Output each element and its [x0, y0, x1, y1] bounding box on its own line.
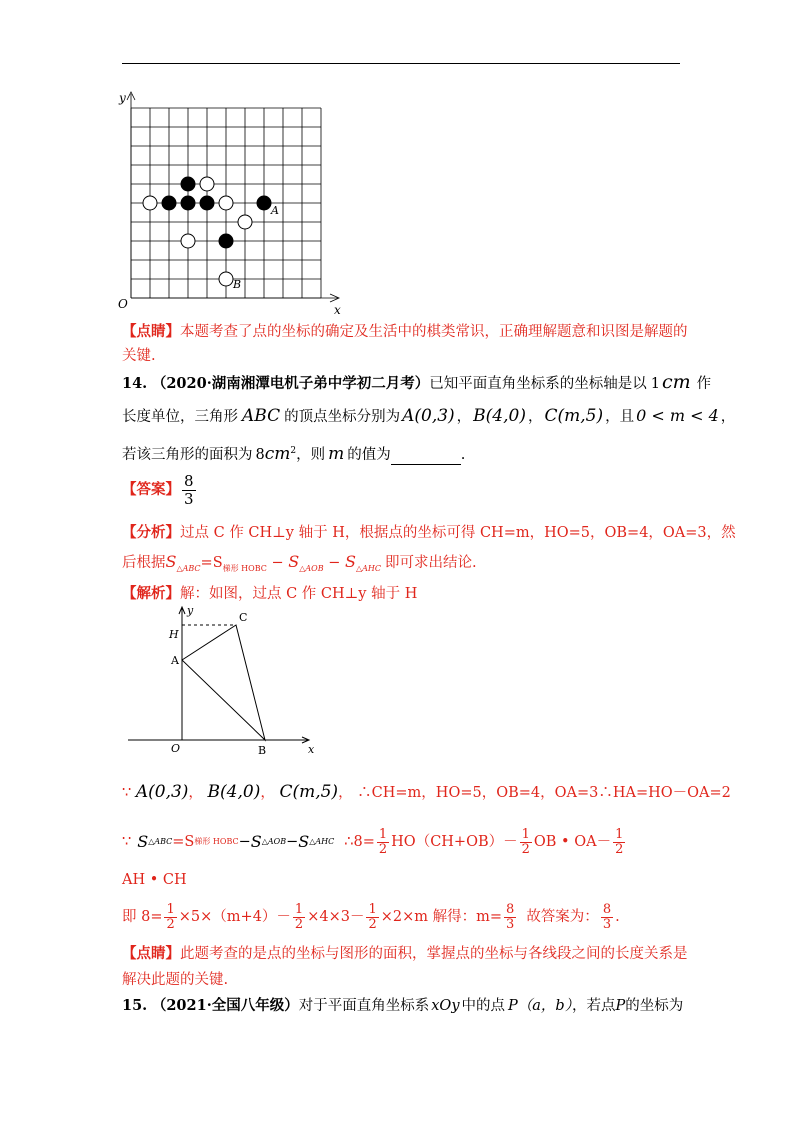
white-stone — [200, 177, 214, 191]
black-stone — [257, 196, 271, 210]
q14-sep2: ， — [527, 409, 543, 425]
analysis-line2-end: 即可求出结论. — [384, 555, 477, 571]
sol-line4-prefix: 即 8= — [122, 909, 163, 925]
sub-trap: 梯形 HOBC — [194, 837, 239, 846]
white-stone — [181, 234, 195, 248]
s-symbol: S — [165, 552, 177, 571]
analysis-tag: 【分析】 — [122, 524, 180, 541]
half-den: 2 — [294, 916, 304, 932]
q14-line2 — [122, 406, 735, 427]
black-stone — [181, 177, 195, 191]
half-den: 2 — [378, 841, 388, 857]
sub-aob: △AOB — [299, 564, 324, 573]
dianjing-tag: 【点睛】 — [122, 323, 180, 340]
q14-tri-name: ABC — [242, 406, 281, 426]
sol-eq: =S — [172, 834, 195, 850]
q14-dianjing — [122, 944, 688, 964]
half-fraction — [613, 828, 625, 857]
half-num: 1 — [166, 901, 175, 917]
q14-line1 — [122, 372, 711, 394]
analysis-minus2: − — [323, 555, 345, 571]
half-fraction — [293, 903, 305, 932]
q14-line2-b: 的顶点坐标分别为 — [284, 409, 401, 425]
q15-text-d: 的坐标为 — [625, 998, 684, 1014]
q14-dianjing-line1: 此题考查的是点的坐标与图形的面积，掌握点的坐标与各线段之间的长度关系是 — [180, 946, 688, 962]
sol-line4-part2: ×4×3－ — [307, 909, 365, 925]
white-stone — [238, 215, 252, 229]
result-fraction — [601, 903, 613, 932]
tri-label-o: O — [171, 742, 181, 755]
half-num: 1 — [615, 826, 624, 842]
sol-line2-part1: HO（CH+OB）－ — [391, 834, 518, 850]
q13-dianjing-line2: 关键. — [122, 348, 156, 364]
white-stone — [143, 196, 157, 210]
half-fraction — [377, 828, 389, 857]
solution-line0 — [122, 584, 417, 604]
half-num: 1 — [378, 826, 388, 842]
half-den: 2 — [166, 916, 175, 932]
q14-pt-a: A(0,3) — [402, 406, 455, 426]
q15-source: （2021·全国八年级） — [151, 997, 299, 1014]
q15-p: P — [508, 998, 518, 1014]
board-origin: O — [118, 297, 128, 311]
tri-label-c: C — [239, 611, 248, 624]
q14-line3-b: ，则 — [296, 446, 326, 463]
triangle-figure — [122, 604, 322, 756]
because-symbol: ∵ — [122, 785, 132, 801]
q14-source: （2020·湖南湘潭电机子弟中学初二月考） — [151, 375, 430, 392]
board-axis-x: x — [334, 303, 341, 317]
tri-label-b: B — [258, 744, 267, 756]
black-stone — [200, 196, 214, 210]
q15-text-b: 中的点 — [461, 998, 506, 1014]
white-stone — [219, 196, 233, 210]
answer-num: 8 — [184, 471, 194, 490]
analysis-line1 — [122, 523, 736, 543]
sol-line4-part4: 故答案为： — [526, 909, 599, 925]
answer-tag: 【答案】 — [122, 481, 180, 498]
result-fraction — [504, 903, 516, 932]
q13-dianjing — [122, 322, 688, 342]
q14-line3-end: . — [460, 446, 466, 463]
sub-abc: △ABC — [148, 837, 173, 846]
dianjing-tag: 【点睛】 — [122, 945, 180, 962]
solution-line4 — [122, 897, 620, 937]
q14-unit-cm: cm — [661, 371, 691, 393]
analysis-minus1: − — [266, 555, 289, 571]
black-stone — [181, 196, 195, 210]
q14-area-num: 8 — [255, 446, 265, 463]
solution-line3: AH • CH — [122, 872, 187, 888]
half-fraction — [366, 903, 378, 932]
q14-number: 14. — [122, 375, 148, 392]
sol-pt-c: C(m,5) — [279, 782, 339, 802]
black-stone — [162, 196, 176, 210]
s-symbol: S — [344, 552, 356, 571]
tri-label-h: H — [169, 628, 179, 641]
tri-label-y: y — [187, 604, 194, 617]
q14-cond: 0 < m < 4 — [636, 406, 719, 425]
s-symbol: S — [298, 832, 310, 851]
q14-line2-a: 长度单位，三角形 — [122, 409, 238, 425]
black-stone — [219, 234, 233, 248]
half-den: 2 — [521, 841, 530, 857]
res-den: 3 — [602, 916, 612, 932]
q15-text-c: ，若点 — [571, 998, 616, 1014]
half-num: 1 — [521, 826, 530, 842]
s-symbol: S — [250, 832, 262, 851]
sol-pt-a: A(0,3) — [135, 782, 189, 802]
q14-stem-a: 已知平面直角坐标系的坐标轴是以 — [429, 376, 647, 392]
analysis-eq: =S — [200, 555, 223, 571]
sub-ahc: △AHC — [309, 837, 335, 846]
solution-line1: ∵ A(0,3)， B(4,0)， C(m,5)， ∴CH=m，HO=5，OB=4，OA=3∴HA=HO－OA=2 — [122, 782, 731, 802]
tri-label-a: A — [171, 654, 179, 667]
answer-block — [122, 470, 198, 510]
white-stone — [219, 272, 233, 286]
s-symbol: S — [137, 832, 149, 851]
q14-sep1: ， — [456, 409, 472, 425]
sol-minus2: − — [286, 834, 299, 850]
tri-label-x: x — [308, 743, 315, 756]
half-den: 2 — [368, 916, 377, 932]
sol-minus1: − — [238, 834, 251, 850]
sol-line1-rest: ∴CH=m，HO=5，OB=4，OA=3∴HA=HO－OA=2 — [357, 785, 731, 801]
q15-line1 — [122, 996, 683, 1016]
half-num: 1 — [368, 901, 377, 917]
res-num: 8 — [602, 901, 612, 917]
q14-area-unit: cm — [264, 443, 291, 464]
analysis-line2 — [122, 552, 477, 579]
q14-line2-c: ，且 — [605, 409, 635, 425]
q14-pt-b: B(4,0) — [473, 406, 526, 426]
q15-text-a: 对于平面直角坐标系 — [298, 998, 430, 1014]
sol-line4-part3: ×2×m 解得：m= — [380, 909, 503, 925]
answer-blank — [391, 450, 461, 465]
q14-dianjing-line2: 解决此题的关键. — [122, 972, 229, 988]
go-board-figure — [110, 88, 350, 318]
sol-line4-part1: ×5×（m+4）－ — [178, 909, 291, 925]
q14-line3 — [122, 441, 465, 465]
sub-abc: △ABC — [176, 564, 201, 573]
q15-xoy: xOy — [431, 998, 460, 1014]
board-axis-y: y — [119, 91, 126, 105]
half-fraction — [520, 828, 532, 857]
half-fraction — [164, 903, 176, 932]
q15-p2: P — [615, 998, 626, 1014]
sol-therefore: ∴8= — [344, 834, 375, 850]
q14-line3-c: 的值为 — [347, 446, 391, 463]
board-label-b: B — [233, 278, 242, 291]
q15-number: 15. — [122, 997, 148, 1014]
q14-line2-d: ， — [720, 409, 736, 425]
header-rule — [122, 63, 680, 64]
dianjing-line1: 本题考查了点的坐标的确定及生活中的棋类常识，正确理解题意和识图是解题的 — [180, 324, 688, 340]
q14-stem-b: 作 — [696, 376, 712, 392]
q14-unit-num: 1 — [650, 376, 660, 392]
sol-pt-b: B(4,0) — [207, 782, 261, 802]
sol-line2-part2: OB • OA－ — [533, 834, 612, 850]
sub-trap: 梯形 HOBC — [222, 564, 267, 573]
q14-var-m: m — [328, 443, 345, 464]
answer-fraction — [182, 473, 196, 508]
res-den: 3 — [506, 916, 515, 932]
analysis-text1: 过点 C 作 CH⊥y 轴于 H，根据点的坐标可得 CH=m，HO=5，OB=4，OA=3，然 — [180, 525, 736, 541]
half-den: 2 — [615, 841, 624, 857]
s-symbol: S — [288, 552, 300, 571]
sub-aob: △AOB — [261, 837, 287, 846]
q14-line3-a: 若该三角形的面积为 — [122, 446, 253, 463]
res-num: 8 — [506, 901, 515, 917]
q14-area-sup: 2 — [290, 446, 297, 456]
solution-intro: 解：如图，过点 C 作 CH⊥y 轴于 H — [180, 586, 418, 602]
sub-ahc: △AHC — [355, 564, 381, 573]
solution-line2 — [122, 822, 627, 862]
q15-ab: （a，b） — [517, 998, 572, 1014]
sol-line4-end: . — [615, 909, 620, 925]
because-symbol: ∵ — [122, 834, 132, 850]
analysis-line2-a: 后根据 — [122, 555, 166, 571]
board-label-a: A — [271, 204, 279, 217]
solution-tag: 【解析】 — [122, 585, 180, 602]
answer-den: 3 — [184, 489, 194, 508]
q14-pt-c: C(m,5) — [544, 406, 604, 426]
half-num: 1 — [294, 901, 304, 917]
